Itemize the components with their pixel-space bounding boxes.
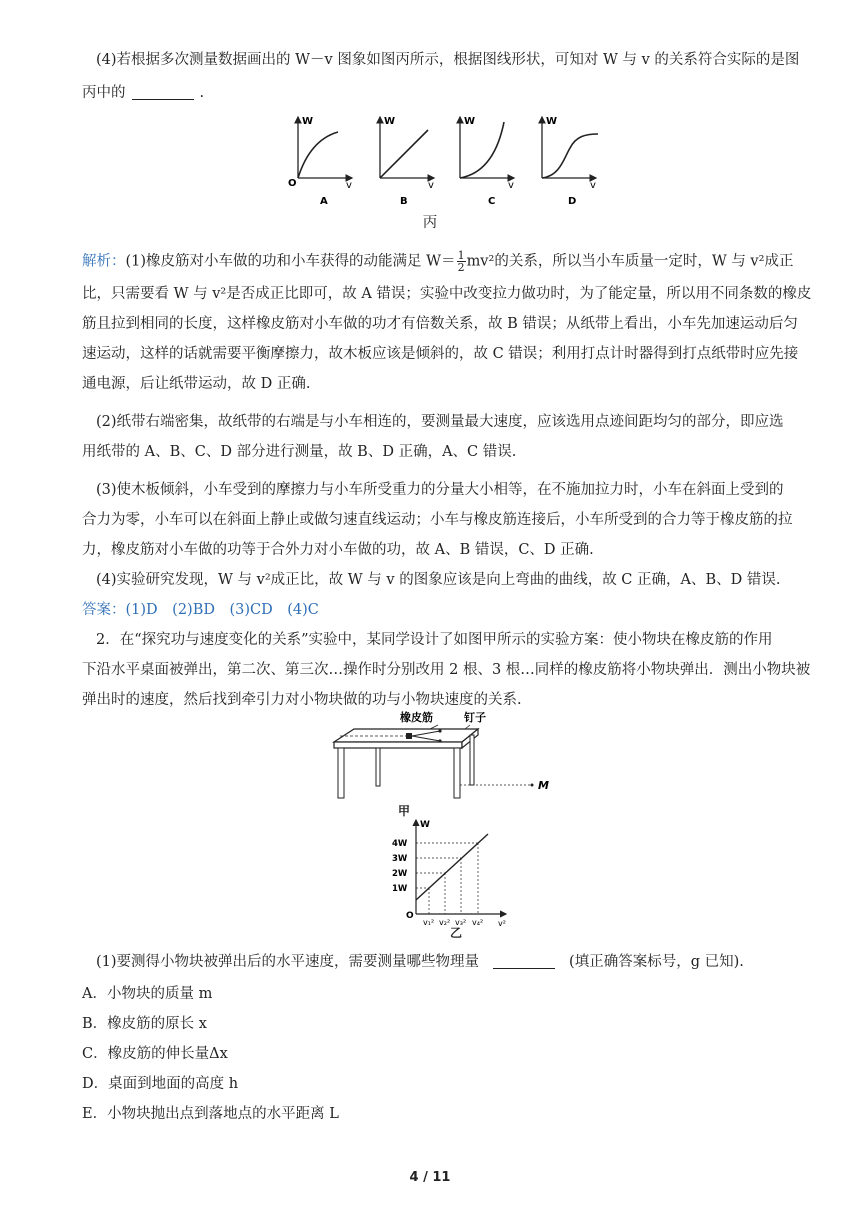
figure-jia-caption: 甲 — [398, 804, 411, 818]
fraction-num: 1 — [457, 249, 465, 262]
curve-d — [542, 134, 598, 178]
figure-jia-table — [318, 705, 568, 815]
table-leg — [454, 748, 460, 798]
graph-d — [542, 116, 598, 207]
graph-c-v: v — [508, 180, 514, 191]
yi-tick-v1: v₁² — [423, 918, 435, 927]
analysis-p1-line-3: 筋且拉到相同的长度，这样橡皮筋对小车做的功才有倍数关系，故 B 错误；从纸带上看出，小车先加速运动后匀 — [82, 316, 798, 332]
graph-d-v: v — [590, 180, 596, 191]
yi-tick-v2: v₂² — [439, 918, 451, 927]
graph-d-w: W — [546, 116, 558, 127]
small-block — [406, 733, 412, 739]
fraction-den: 2 — [457, 261, 465, 274]
graph-b — [380, 116, 434, 207]
table-leg — [376, 748, 380, 786]
sub1-line — [96, 951, 744, 973]
option-e: E．小物块抛出点到落地点的水平距离 L — [82, 1106, 339, 1122]
graph-b-label: B — [400, 196, 408, 207]
q4-line-1: (4)若根据多次测量数据画出的 W－v 图象如图丙所示，根据图线形状，可知对 W 与 v 的关系符合实际的是图 — [96, 52, 800, 68]
analysis-p2-line-1: (2)纸带右端密集，故纸带的右端是与小车相连的，要测量最大速度，应该选用点迹间距均匀的部分，即应选 — [96, 414, 784, 430]
yi-tick-4w: 4W — [392, 839, 408, 849]
analysis-p2-line-2: 用纸带的 A、B、C、D 部分进行测量，故 B、D 正确，A、C 错误. — [82, 444, 517, 460]
analysis-p1-b: mv²的关系，所以当小车质量一定时，W 与 v²成正 — [466, 253, 794, 270]
option-d: D．桌面到地面的高度 h — [82, 1076, 239, 1092]
graph-a-w: W — [302, 116, 314, 127]
table-leg — [338, 748, 344, 798]
q4-line-2 — [82, 82, 204, 104]
graph-b-v: v — [428, 180, 434, 191]
q2-line-1: 2．在“探究功与速度变化的关系”实验中，某同学设计了如图甲所示的实验方案：使小物块在橡皮筋的作用 — [96, 632, 773, 648]
graphs-bing — [280, 112, 610, 212]
analysis-label: 解析： — [82, 253, 126, 270]
graph-c-label: C — [488, 196, 496, 207]
analysis-p4: (4)实验研究发现，W 与 v²成正比，故 W 与 v 的图象应该是向上弯曲的曲线，故 C 正确，A、B、D 错误. — [96, 572, 781, 588]
figure-yi-graph — [388, 814, 520, 932]
option-c: C．橡皮筋的伸长量Δx — [82, 1046, 228, 1062]
graph-a-o: O — [288, 178, 297, 189]
table-leg — [470, 735, 474, 785]
yi-x-axis: v² — [498, 919, 506, 928]
graph-c-w: W — [464, 116, 476, 127]
q4-line-2-text: 丙中的 — [82, 85, 126, 101]
sub1-text-a: (1)要测得小物块被弹出后的水平速度，需要测量哪些物理量 — [96, 954, 480, 970]
analysis-p1-line-5: 通电源，后让纸带运动，故 D 正确. — [82, 376, 311, 392]
curve-a — [298, 132, 338, 178]
nail-2 — [438, 739, 441, 742]
yi-origin: O — [406, 911, 414, 921]
sub1-blank — [493, 954, 555, 969]
graph-d-label: D — [568, 196, 577, 207]
page-number: 4 / 11 — [409, 1170, 451, 1185]
answer-label: 答案： — [82, 602, 126, 618]
yi-y-axis: W — [420, 820, 430, 830]
curve-c — [460, 122, 504, 178]
nail-1 — [438, 729, 441, 732]
yi-tick-v4: v₄² — [472, 918, 484, 927]
analysis-p3-line-3: 力，橡皮筋对小车做的功等于合外力对小车做的功，故 A、B 错误，C、D 正确. — [82, 542, 594, 558]
yi-tick-3w: 3W — [392, 854, 408, 864]
yi-data-line — [416, 834, 488, 900]
yi-tick-2w: 2W — [392, 869, 408, 879]
q2-line-2: 下沿水平桌面被弹出，第二次、第三次…操作时分别改用 2 根、3 根…同样的橡皮筋将小物块弹出．测出小物块被 — [82, 662, 811, 678]
q4-period: . — [199, 85, 205, 101]
curve-b — [380, 130, 428, 178]
sub1-text-b: (填正确答案标号，g 已知). — [569, 954, 744, 970]
analysis-p1-line-4: 速运动，这样的话就需要平衡摩擦力，故木板应该是倾斜的，故 C 错误；利用打点计时器得到打点纸带时应先接 — [82, 346, 799, 362]
landing-point-m: M — [538, 779, 549, 792]
yi-tick-v3: v₃² — [455, 918, 467, 927]
analysis-p1-line-1 — [82, 250, 793, 273]
answer-blank — [132, 85, 194, 100]
rubber-band-label: 橡皮筋 — [400, 711, 433, 724]
graph-b-w: W — [384, 116, 396, 127]
figure-yi-caption: 乙 — [450, 926, 463, 940]
answer-line — [82, 599, 319, 621]
nail-label: 钉子 — [464, 711, 486, 724]
graph-a-label: A — [320, 196, 328, 207]
graphs-caption: 丙 — [422, 215, 438, 231]
graph-a-v: v — [346, 180, 352, 191]
analysis-p3-line-1: (3)使木板倾斜，小车受到的摩擦力与小车所受重力的分量大小相等，在不施加拉力时，小车在斜面上受到的 — [96, 482, 784, 498]
analysis-p1-line-2: 比，只需要看 W 与 v²是否成正比即可，故 A 错误；实验中改变拉力做功时，为了能定量，所以用不同条数的橡皮 — [82, 286, 812, 302]
graph-c — [460, 116, 514, 207]
answer-text: (1)D (2)BD (3)CD (4)C — [125, 602, 319, 618]
analysis-p1-a: (1)橡皮筋对小车做的功和小车获得的动能满足 W＝ — [125, 253, 456, 270]
yi-tick-1w: 1W — [392, 884, 408, 894]
option-b: B．橡皮筋的原长 x — [82, 1016, 207, 1032]
option-a: A．小物块的质量 m — [82, 986, 213, 1002]
fraction-half — [457, 250, 466, 273]
graph-a — [288, 116, 352, 207]
q2-line-3: 弹出时的速度，然后找到牵引力对小物块做的功与小物块速度的关系. — [82, 692, 522, 708]
analysis-p3-line-2: 合力为零，小车可以在斜面上静止或做匀速直线运动；小车与橡皮筋连接后，小车所受到的合力等于橡皮筋的拉 — [82, 512, 793, 528]
